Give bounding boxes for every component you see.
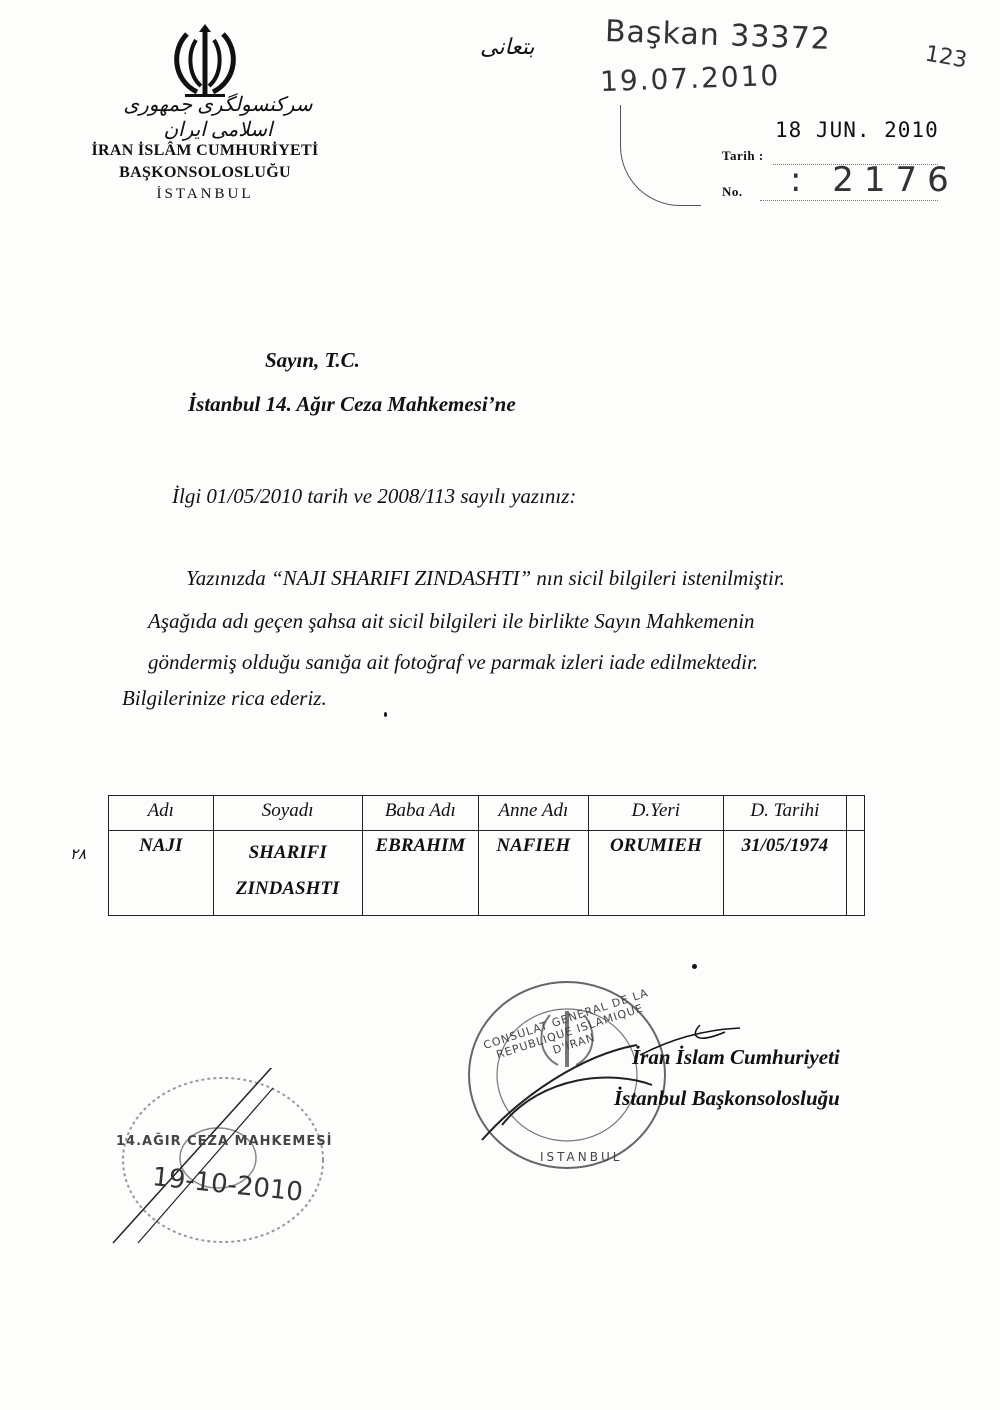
margin-mark: ۲۸: [70, 847, 87, 863]
number-dotted-line: [760, 200, 938, 201]
signature-flourish-icon: [630, 1010, 750, 1060]
table-row: [109, 831, 865, 916]
cell-mother-name: NAFIEH: [478, 831, 588, 916]
addressee-line2: İstanbul 14. Ağır Ceza Mahkemesi’ne: [188, 392, 516, 416]
court-stamp-icon: [108, 1068, 338, 1258]
reference-line: İlgi 01/05/2010 tarih ve 2008/113 sayılı yazınız:: [172, 484, 577, 508]
ink-dot: [692, 964, 697, 969]
cell-first-name: NAJI: [109, 831, 214, 916]
signature-line2: İstanbul Başkonsolosluğu: [614, 1086, 840, 1110]
letterhead-line1: İRAN İSLÂM CUMHURİYETİ: [91, 142, 319, 159]
header-first-name: Adı: [109, 796, 214, 831]
addressee-line1: Sayın, T.C.: [265, 348, 360, 372]
letterhead-persian-name: سرکنسولگری جمهوری اسلامی ایران: [123, 94, 313, 141]
corner-page-number: 123: [923, 41, 969, 74]
ink-speck: [384, 712, 387, 717]
table-empty-column: [846, 796, 864, 831]
body-line3: göndermiş olduğu sanığa ait fotoğraf ve parmak izleri iade edilmektedir.: [148, 650, 759, 674]
court-stamp-text: 14.AĞIR CEZA MAHKEMESİ: [116, 1134, 333, 1149]
iran-emblem-icon: [165, 22, 245, 102]
cell-surname: SHARIFI ZINDASHTI: [213, 831, 362, 916]
registry-table: [108, 795, 865, 916]
cell-birthdate: 31/05/1974: [724, 831, 847, 916]
body-line1: Yazınızda “NAJI SHARIFI ZINDASHTI” nın sicil bilgileri istenilmiştir.: [186, 566, 785, 590]
handwritten-registry-number: Başkan 33372: [604, 14, 832, 57]
header-birthplace: D.Yeri: [588, 796, 723, 831]
consulate-seal-text: CONSULAT GENERAL DE LA REPUBLIQUE ISLAMIQUE D'IRAN: [481, 986, 651, 1062]
letterhead-line2: BAŞKONSOLOSLUĞU: [119, 164, 291, 181]
date-label: Tarih :: [722, 148, 764, 163]
court-stamp-date: 19-10-2010: [150, 1162, 305, 1208]
signature-line1: İran İslam Cumhuriyeti: [632, 1045, 840, 1069]
body-line4: Bilgilerinize rica ederiz.: [122, 686, 327, 710]
header-father-name: Baba Adı: [362, 796, 478, 831]
table-empty-cell: [846, 831, 864, 916]
header-birthdate: D. Tarihi: [724, 796, 847, 831]
letterhead-city: İSTANBUL: [156, 186, 254, 202]
document-number-value: : 2176: [790, 160, 959, 200]
body-line2: Aşağıda adı geçen şahsa ait sicil bilgileri ile birlikte Sayın Mahkemenin: [148, 609, 755, 633]
table-header-row: [109, 796, 865, 831]
cell-father-name: EBRAHIM: [362, 831, 478, 916]
header-surname: Soyadı: [213, 796, 362, 831]
header-mother-name: Anne Adı: [478, 796, 588, 831]
handwritten-bracket: [620, 105, 701, 206]
handwritten-date: 19.07.2010: [599, 58, 781, 99]
date-stamp-value: 18 JUN. 2010: [775, 118, 939, 142]
cell-birthplace: ORUMIEH: [588, 831, 723, 916]
number-label: No.: [722, 184, 743, 199]
consulate-seal-city: ISTANBUL: [540, 1150, 623, 1164]
persian-handwritten-note: بتعانی: [480, 34, 535, 59]
